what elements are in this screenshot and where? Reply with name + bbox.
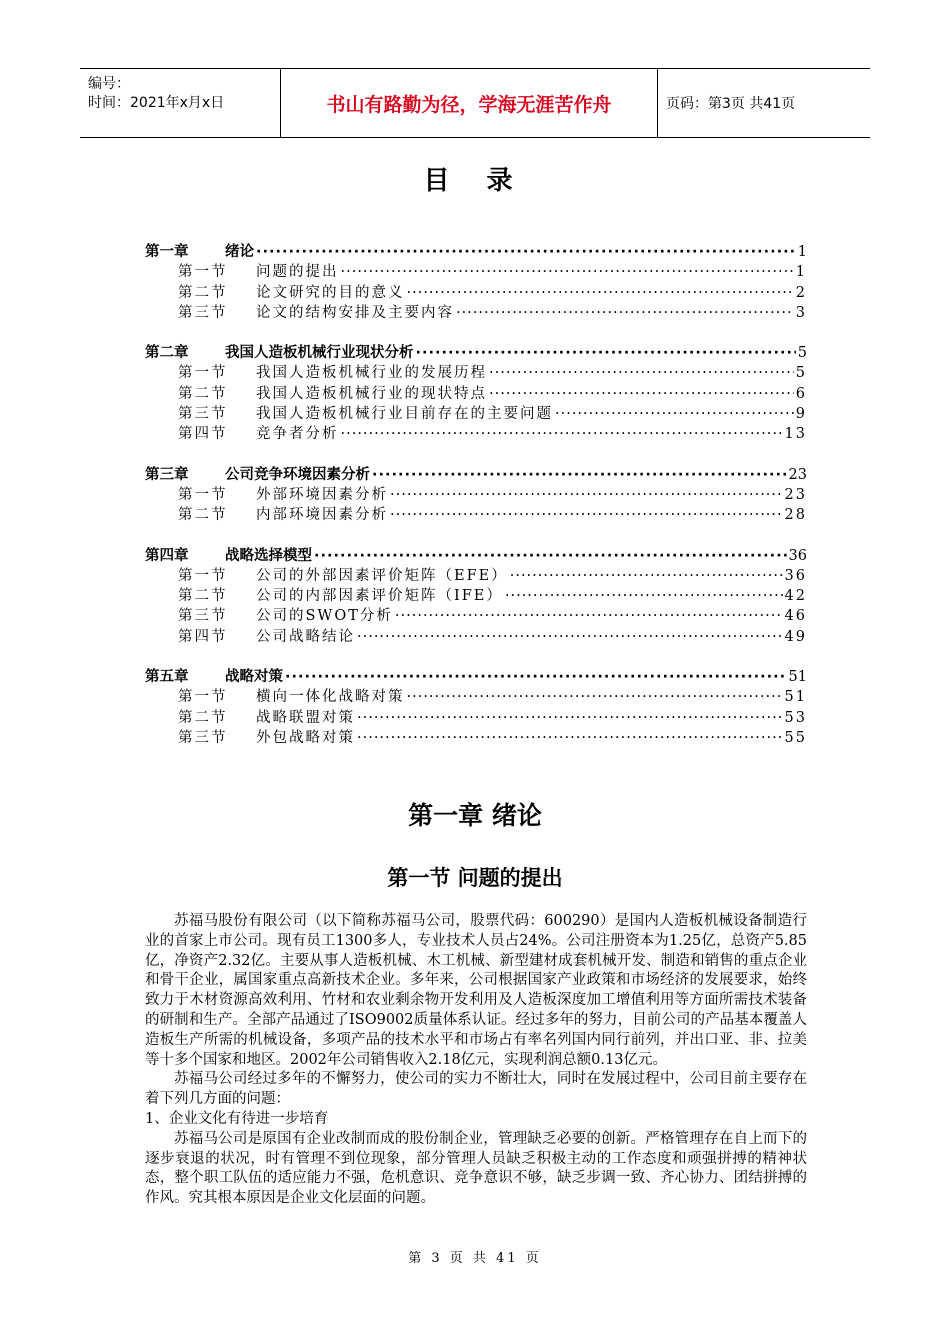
toc-entry-page: 36 [784, 567, 807, 584]
toc-leader-dots [285, 669, 787, 685]
toc-section-row[interactable] [145, 685, 807, 705]
toc-entry-title: 外包战略对策 [256, 729, 355, 746]
toc-leader-dots [357, 710, 783, 726]
toc-entry-number: 第二章 [145, 345, 189, 362]
header-page-info: 页码：第3页 共41页 [666, 96, 796, 112]
toc-leader-dots [390, 507, 783, 523]
toc-section-row[interactable] [145, 584, 807, 604]
time-label: 时间：2021年x月x日 [88, 95, 225, 111]
number-label: 编号： [88, 76, 130, 92]
header-motto: 书山有路勤为径，学海无涯苦作舟 [280, 69, 658, 137]
toc-section-row[interactable] [145, 301, 807, 321]
toc-entry-title: 公司竞争环境因素分析 [225, 466, 370, 483]
toc-chapter-row[interactable] [145, 463, 807, 483]
toc-gap [145, 524, 807, 544]
toc-leader-dots [314, 548, 787, 564]
toc-section-row[interactable] [145, 402, 807, 422]
toc-entry-number: 第二节 [178, 507, 228, 524]
toc-leader-dots [489, 386, 794, 402]
toc-entry-title: 我国人造板机械行业目前存在的主要问题 [256, 406, 553, 423]
toc-leader-dots [555, 406, 794, 422]
toc-entry-page: 1 [797, 244, 807, 260]
toc-entry-page: 3 [795, 304, 807, 321]
toc-leader-dots [416, 345, 796, 361]
toc-entry-title: 论文研究的目的意义 [256, 284, 405, 301]
toc-section-row[interactable] [145, 260, 807, 280]
toc-leader-dots [341, 264, 794, 280]
toc-leader-dots [395, 608, 783, 624]
toc-entry-number: 第四节 [178, 628, 228, 645]
toc-entry-title: 我国人造板机械行业的发展历程 [256, 365, 487, 382]
toc-gap [145, 443, 807, 463]
toc-section-row[interactable] [145, 564, 807, 584]
toc-gap [145, 321, 807, 341]
body-paragraph: 苏福马股份有限公司（以下简称苏福马公司，股票代码：600290）是国内人造板机械设备制造行业的首家上市公司。现有员工1300多人，专业技术人员占24%。公司注册资本为1.25亿，总资产5.85亿，净资产2.32亿。主要从事人造板机械、木工机械、新型建材成套机械开发、制造和销售的重点企业和骨干企业，属国家重点高新技术企业。多年来，公司根据国家产业政策和市场经济的发展要求，始终致力于木材资源高效利用、竹材和农业剩余物开发利用及人造板深度加工增值利用等方面所需技术装备的研制和生产。全部产品通过了ISO9002质量体系认证。经过多年的努力，目前公司的产品基本覆盖人造板生产所需的机械设备，多项产品的技术水平和市场占有率名列国内同行前列，并出口亚、非、拉美等十多个国家和地区。2002年公司销售收入2.18亿元，实现利润总额0.13亿元。 [145, 913, 807, 1068]
toc-leader-dots [341, 426, 783, 442]
toc-entry-page: 53 [784, 709, 807, 726]
toc-entry-number: 第四节 [178, 426, 228, 443]
toc-entry-number: 第一章 [145, 244, 189, 260]
header-meta [80, 69, 280, 137]
toc-entry-title: 论文的结构安排及主要内容 [256, 304, 454, 321]
toc-entry-title: 公司的内部因素评价矩阵（IFE） [256, 588, 503, 605]
toc-entry-page: 46 [784, 608, 807, 625]
table-of-contents [145, 240, 807, 746]
toc-leader-dots [510, 568, 783, 584]
toc-entry-title: 战略选择模型 [225, 547, 312, 564]
toc-entry-number: 第三节 [178, 729, 228, 746]
toc-entry-page: 51 [784, 689, 807, 706]
toc-entry-page: 1 [795, 264, 807, 281]
toc-entry-page: 23 [788, 466, 807, 483]
body-paragraph: 苏福马公司是原国有企业改制而成的股份制企业，管理缺乏必要的创新。严格管理存在自上而下的逐步衰退的状况，时有管理不到位现象，部分管理人员缺乏积极主动的工作态度和顽强拼搏的精神状态，整个职工队伍的适应能力不强，危机意识、竞争意识不够，缺乏步调一致、齐心协力、团结拼搏的作风。究其根本原因是企业文化层面的问题。 [145, 1130, 807, 1207]
page-header [80, 68, 870, 138]
toc-entry-page: 23 [784, 486, 807, 503]
toc-entry-title: 外部环境因素分析 [256, 486, 388, 503]
toc-entry-page: 55 [784, 729, 807, 746]
toc-entry-title: 我国人造板机械行业的现状特点 [256, 385, 487, 402]
toc-entry-title: 公司的SWOT分析 [256, 608, 393, 625]
toc-leader-dots [505, 588, 783, 604]
toc-title: 目 录 [423, 166, 527, 196]
toc-entry-title: 问题的提出 [256, 264, 339, 281]
toc-entry-number: 第一节 [178, 486, 228, 503]
toc-entry-number: 第一节 [178, 365, 228, 382]
toc-entry-title: 战略对策 [225, 669, 283, 686]
toc-entry-page: 9 [795, 406, 807, 423]
toc-entry-page: 28 [784, 507, 807, 524]
toc-section-row[interactable] [145, 382, 807, 402]
toc-entry-number: 第一节 [178, 264, 228, 281]
toc-entry-title: 公司战略结论 [256, 628, 355, 645]
toc-section-row[interactable] [145, 706, 807, 726]
toc-entry-title: 战略联盟对策 [256, 709, 355, 726]
toc-entry-title: 竞争者分析 [256, 426, 339, 443]
body-text [145, 912, 807, 1209]
toc-entry-number: 第二节 [178, 709, 228, 726]
toc-leader-dots [390, 487, 783, 503]
toc-entry-number: 第二节 [178, 284, 228, 301]
toc-entry-page: 42 [784, 588, 807, 605]
toc-entry-title: 公司的外部因素评价矩阵（EFE） [256, 567, 508, 584]
toc-entry-number: 第三章 [145, 466, 189, 483]
toc-leader-dots [456, 305, 794, 321]
page-footer: 第 3 页 共 41 页 [408, 1251, 542, 1266]
toc-leader-dots [256, 244, 796, 260]
toc-entry-title: 横向一体化战略对策 [256, 689, 405, 706]
toc-entry-title: 内部环境因素分析 [256, 507, 388, 524]
toc-entry-page: 5 [797, 345, 807, 362]
toc-chapter-row[interactable] [145, 544, 807, 564]
chapter-title: 第一章 绪论 [408, 801, 542, 830]
toc-section-row[interactable] [145, 604, 807, 624]
toc-leader-dots [407, 285, 794, 301]
body-paragraph: 1、企业文化有待进一步培育 [145, 1110, 329, 1127]
toc-section-row[interactable] [145, 422, 807, 442]
toc-entry-number: 第五章 [145, 669, 189, 686]
toc-leader-dots [357, 629, 783, 645]
toc-entry-number: 第三节 [178, 608, 228, 625]
toc-entry-title: 我国人造板机械行业现状分析 [225, 345, 414, 362]
toc-entry-title: 绪论 [225, 244, 254, 260]
toc-leader-dots [372, 467, 787, 483]
toc-section-row[interactable] [145, 361, 807, 381]
toc-entry-page: 49 [784, 628, 807, 645]
toc-chapter-row[interactable] [145, 341, 807, 361]
toc-entry-number: 第一节 [178, 567, 228, 584]
toc-entry-number: 第一节 [178, 689, 228, 706]
toc-entry-number: 第二节 [178, 385, 228, 402]
toc-gap [145, 645, 807, 665]
toc-entry-page: 13 [784, 426, 807, 443]
toc-section-row[interactable] [145, 625, 807, 645]
toc-section-row[interactable] [145, 281, 807, 301]
toc-entry-number: 第三节 [178, 406, 228, 423]
toc-section-row[interactable] [145, 503, 807, 523]
toc-chapter-row[interactable] [145, 665, 807, 685]
toc-entry-page: 5 [795, 365, 807, 382]
toc-section-row[interactable] [145, 483, 807, 503]
toc-section-row[interactable] [145, 726, 807, 746]
toc-entry-page: 6 [795, 385, 807, 402]
toc-chapter-row[interactable] [145, 240, 807, 260]
toc-entry-page: 36 [788, 547, 807, 564]
toc-entry-page: 2 [795, 284, 807, 301]
toc-leader-dots [489, 365, 794, 381]
toc-entry-number: 第四章 [145, 547, 189, 564]
toc-entry-number: 第二节 [178, 588, 228, 605]
body-paragraph: 苏福马公司经过多年的不懈努力，使公司的实力不断壮大，同时在发展过程中，公司目前主要存在着下列几方面的问题： [145, 1071, 807, 1108]
toc-entry-page: 51 [788, 669, 807, 686]
toc-leader-dots [407, 689, 783, 705]
toc-leader-dots [357, 730, 783, 746]
toc-entry-number: 第三节 [178, 304, 228, 321]
section-title: 第一节 问题的提出 [387, 866, 563, 890]
